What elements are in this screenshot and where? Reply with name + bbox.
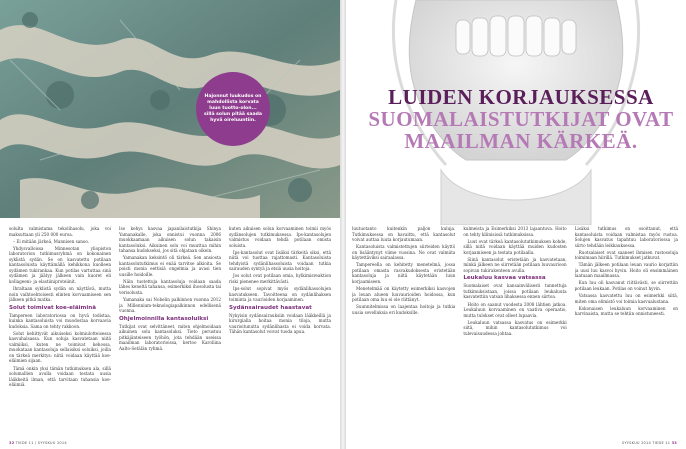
paragraph: Kokonaisen leukaluun korvaaminen on harvinaista, mutta se tehtiin onnistuneesti. xyxy=(574,305,678,317)
folio-text: TIEDE 11 / SYYSKUU 2014 xyxy=(15,441,67,445)
paragraph: Yamanaka sai Nobelin palkinnon vuonna 2012 ja Millennium-teknologiapalkinnon edellisenä vuonna. xyxy=(119,297,221,314)
paragraph: Tämän jälkeen potilaan leuan vaurio korjattiin ja uusi luu kasvoi hyvin. Hoito oli ensimmäinen laatuaan maailmassa. xyxy=(574,262,678,279)
paragraph: Menetelmää on käytetty esimerkiksi kasvojen ja leuan alueen luuvaurioiden hoidossa, kun potilaan oma luu ei ole riittänyt. xyxy=(352,285,456,303)
left-column-1 xyxy=(9,226,111,431)
paragraph: Siinä kantasolut eristetään ja kasvatetaan, minkä jälkeen ne siirretään potilaan luuvaurioon sopivan tukirakenteen avulla. xyxy=(463,256,567,273)
paragraph: solulta valmistama tekolihasolu, joka voi maksuttaan yli 250 000 euroa. xyxy=(9,226,111,237)
page-number: 32 xyxy=(9,441,15,445)
paragraph: Nykyisin sydänsairauksiin voidaan lääkkeillä ja kirurgialla hoitaa monia tiloja, mutta vaurioitunutta sydänlihasta ei voida korvata. Tähän kantasolut voivat tuoda apua. xyxy=(229,312,331,335)
paragraph: Suunnitelmissa on laajentaa hoitoja ja tutkia uusia sovelluksia eri kudoksille. xyxy=(352,304,456,315)
paragraph: Jos solut ovat potilaan omia, hylkimisreaktion riski pienenee merkittävästi. xyxy=(229,273,331,284)
paragraph: Yhdysvalloissa Minnesotan yliopiston laboratorion tutkimusryhmä on kokonainen syklistä sydän. Se on kasvatettu potilaan kantasoluista käyttämällä kehikkona kuolleen sydämen tukirankaa. Kun potilas vartuttaa sinä sydämen ja jäätyy jälkeen vain kuoret eli kollageeni- ja elastiiniproteiinit. xyxy=(9,245,111,284)
left-column-3 xyxy=(229,226,331,431)
paragraph: Iso kehys kasvaa japanilaistutkija Shinya Yamanakalle, joka onnistui vuonna 2006 muokkaamaan aikuisen solun takaisin kantasoluksi. Aikuinen solu voi muuttua mihin tahansa kudokseksi, jos sitä ohjataan oikein. xyxy=(119,226,221,254)
left-text-columns xyxy=(9,226,331,431)
microscope-image xyxy=(0,0,340,218)
paragraph: Luut ovat tärkeä kantasolututkimuksen kohde, sillä niitä voidaan käyttää muiden kudosten korjaamiseen ja testata potilaalla. xyxy=(463,238,567,255)
paragraph: luutuotanto kuitenkin paljon kuluja. Tutkimuksessa on havaittu, että kantasolut voivat auttaa luuta korjautumaan. xyxy=(352,226,456,243)
right-column-2 xyxy=(463,226,566,431)
paragraph: Tampereen laboratoriossa on hyvä todistaa, kuinka kantasoluista voi muodostaa korvaavia kudoksia. Sama on tehty rakkoon. xyxy=(9,312,111,329)
headline-line-3: MAAILMAN KÄRKEÄ. xyxy=(404,129,638,153)
paragraph: Tutkijat ovat selvittäneet, miten ohjelmoidaan aikuinen solu kantasoluksi. Tieto perustuu pitkäjänteiseen työhön, jota tehdään useissa maailman laboratorioissa, kertoo Karoliina Aalto-Setälän ryhmä. xyxy=(119,323,221,351)
left-page xyxy=(0,0,340,449)
headline-line-1: LUIDEN KORJAUKSESSA xyxy=(388,85,654,109)
page-folio xyxy=(9,441,67,445)
left-column-2 xyxy=(119,226,221,431)
subheading: Leukaluu kasvaa vatsassa xyxy=(463,275,546,282)
right-column-3 xyxy=(575,226,678,431)
paragraph: Kun luu oli kasvanut riittävästi, se siirrettiin potilaan leukaan. Potilas on voinut hyvin. xyxy=(574,280,678,291)
subheading: Ohjelmoinnilla kantasoluiksi xyxy=(119,315,209,322)
paragraph: Vatsassa kasvatettu luu on esimerkki siitä, miten oma elimistö voi toimia kasvualustana. xyxy=(574,293,678,304)
folio-text: SYYSKUU 2014 TIEDE 11 xyxy=(621,441,671,445)
paragraph: – Ei mitään järkeä, Mannisen sanoo. xyxy=(13,238,90,244)
paragraph: Lisäksi tutkimus on osoittanut, että kantasoluista voidaan valmistaa myös rustoa. Solujen kasvatus tapahtuu laboratoriossa ja siirto tehdään leikkauksessa. xyxy=(574,226,678,248)
page-folio xyxy=(622,441,677,445)
paragraph: Kantasoluista valmistettujen siirteiden käyttö on lisääntynyt viime vuosina. Ne ovat valmiita käytettäviksi sairaalassa. xyxy=(352,244,456,261)
right-page xyxy=(346,0,686,449)
page-number: 33 xyxy=(671,441,677,445)
paragraph: Solut kehittyvät aikuiseksi kolmiulotteisessa kasvuhalsassa. Kun soluja kasvatetaan niitä valmiiksi, kuten ne toimivat kehossa, muokataan kantasoluja sellaisiksi soluiksi, joilla on tärkeä merkitys: niitä voidaan käyttää koe-eläimien sijaan. xyxy=(9,330,111,364)
paragraph: Ruotsalaiset ovat saaneet ihmisen rustosoluja toimimaan hiirillä. Tutkimukset jatkuvat. xyxy=(574,249,678,261)
paragraph: Leukaluun vatsassa kasvatus on esimerkki siitä, mihin kantasolututkimus voi tulevaisuudessa johtaa. xyxy=(463,319,567,336)
paragraph: Tampereella on kehitetty menetelmä, jossa potilaan omasta rasvakudoksesta eristetään kantasoluja ja niitä käytetään luun korjaamiseen. xyxy=(352,262,456,284)
paragraph: Ips-solut sopivat myös sydänlihassolujen kasvatukseen. Tavoitteena on sydänlihaksen toiminta ja vaurioiden korjaaminen. xyxy=(229,285,331,303)
image-caption: Hajonnut luukudos on mahdollista korvata luun tuotto-olon... sillä solun pitää saada hyvä oireluuntiin. xyxy=(196,72,270,146)
paragraph: Näin tuotettuja kantasoluja voidaan saada lähes keneltä tahansa, esimerkiksi ihosolusta tai verisolusta. xyxy=(119,278,221,296)
paragraph: Ihraltaan syklistä sydän on näyttävä, mutta noin vaihtoehtoisesti elinten korvaamiseen sen jälkeen pitkä matka. xyxy=(9,285,111,303)
paragraph: Yamanakan keksintö oli tärkeä. Sen ansiosta kantasolututkimus ei enää tarvitse alkioita. Se poisti monia eettisiä ongelmia ja avasi tien uusille hoidoille. xyxy=(119,255,221,277)
paragraph: Tämä onkin yksi tämän tutkimuksen ala, sillä solumallien avulla voidaan testata uusia lääkkeitä ilman, että tarvitaan tuhansia koe-eläimiä. xyxy=(9,365,111,388)
subheading: Solut toimivat koe-eläiminä xyxy=(9,304,97,311)
right-text-columns xyxy=(352,226,678,431)
right-column-1 xyxy=(352,226,455,431)
paragraph: Suomalaiset ovat kansainvälisesti tunnettuja tutkimuksistaan, joissa potilaan leukaluuta kasvatettiin vatsan lihaksessa ennen siirtoa. xyxy=(463,283,567,300)
headline xyxy=(356,86,686,152)
paragraph: kuten aikuisen solun korvaaminen toimii myös sydänsolujen tutkimuksessa. Ips-kantasolujen valmistus voidaan tehdä potilaan omista soluista. xyxy=(229,226,331,248)
paragraph: kulmeista ja Esimerkiksi 2013 lajaantuva. Hoito on tehty kliinisissä tutkimuksissa. xyxy=(463,226,567,237)
subheading: Sydänsairaudet haastavat xyxy=(229,304,312,311)
headline-line-2: SUOMALAISTUTKIJAT OVAT xyxy=(368,107,674,131)
paragraph: Ips-kantasolut ovat lisäksi tärkeitä siksi, että niitä voi tuottaa rajattomasti. Kantasoluista tehdyistä sydänlihassoluista voidaan tutkia sairauden syntyä ja etsiä uusia hoitoja. xyxy=(229,249,331,272)
paragraph: Hoito on saanut vuodesta 2008 lähtien jatkoa. Leukaluun korvaaminen on vaativa operaatio, mutta tulokset ovat olleet lupaavia. xyxy=(463,301,567,318)
